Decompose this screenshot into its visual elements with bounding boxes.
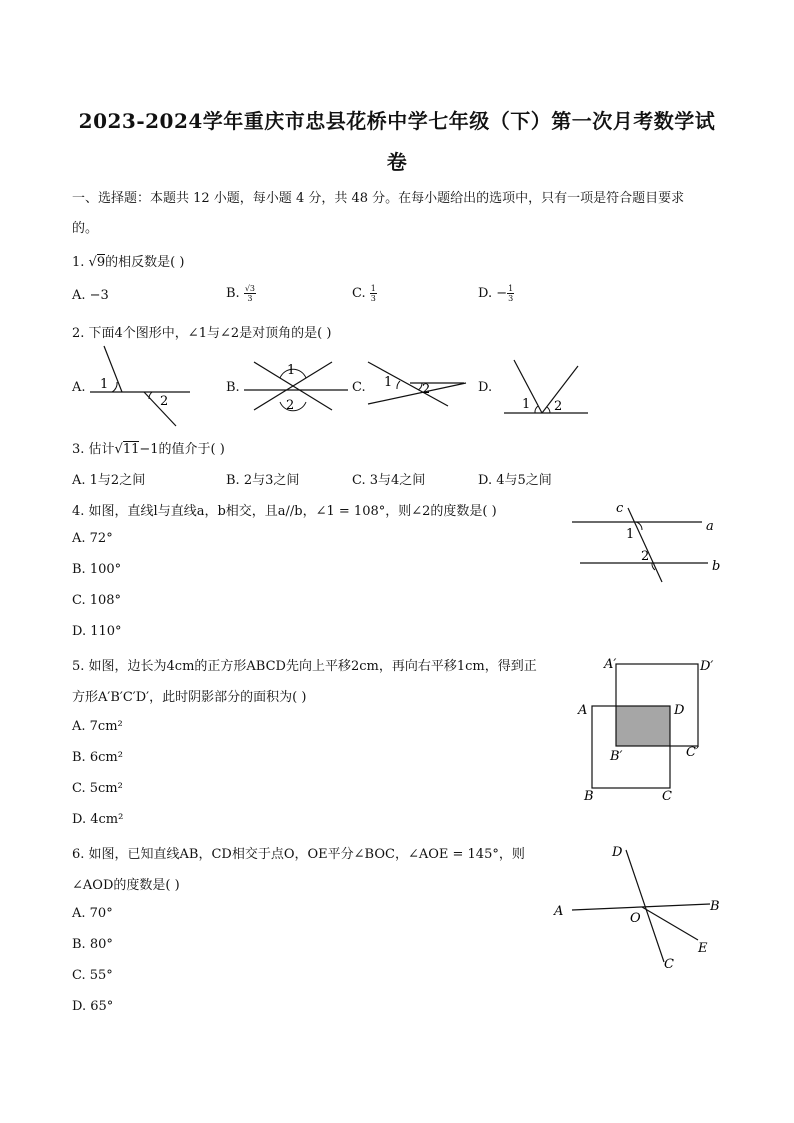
q4-figure [566,498,726,588]
q2a-label-2: 2 [160,394,169,409]
q5-option-a[interactable]: A. 7cm² [72,719,123,734]
q4-line-a-label: a [706,519,714,534]
q1-option-b[interactable] [226,284,256,303]
q4-option-c[interactable]: C. 108° [72,593,122,608]
q1-d-numerator: 1 [508,284,514,293]
q2b-label-1: 1 [287,363,296,378]
q2-option-c[interactable]: C. [352,380,366,395]
q6-label-E: E [698,941,708,956]
q2-figure-d [500,356,592,418]
q6-option-b[interactable]: B. 80° [72,937,113,952]
q1-option-d-label: D. − [478,286,508,301]
q5-label-C: C [662,789,672,804]
question-3-stem: 3. 估计√11−1的值介于( ) [72,442,225,457]
q5-label-D: D [674,703,685,718]
q3-suffix: −1的值介于( ) [139,442,225,457]
q5-shaded-region [616,706,670,746]
q1-radicand: 9 [96,255,106,270]
q4-option-a[interactable]: A. 72° [72,531,113,546]
q1-option-c-label: C. [352,286,370,301]
q3-option-b[interactable]: B. 2与3之间 [226,473,300,488]
q2c-label-2: 2 [422,382,431,397]
question-6-stem: 6. 如图，已知直线AB，CD相交于点O，OE平分∠BOC，∠AOE = 145°，则 [72,847,525,862]
q2-option-b[interactable]: B. [226,380,240,395]
q1-option-a[interactable]: A. −3 [72,288,109,303]
q1-d-denominator: 3 [508,294,514,303]
question-2-stem: 2. 下面4个图形中，∠1与∠2是对顶角的是( ) [72,326,332,341]
question-5-stem: 5. 如图，边长为4cm的正方形ABCD先向上平移2cm，再向右平移1cm，得到正 [72,659,537,674]
q1-b-numerator: √3 [244,284,256,293]
question-4-stem: 4. 如图，直线l与直线a，b相交，且a//b，∠1 = 108°，则∠2的度数是( ) [72,504,497,519]
q2-figure-b [242,356,352,416]
q4-option-d[interactable]: D. 110° [72,624,122,639]
q5-label-C-prime: C′ [686,745,699,760]
q3-radicand: 11 [122,442,140,457]
q4-option-b[interactable]: B. 100° [72,562,122,577]
question-1-stem: 1. √9的相反数是( ) [72,255,185,270]
q1-b-denominator: 3 [247,294,253,303]
page-title-cont: 卷 [386,150,408,174]
q6-option-a[interactable]: A. 70° [72,906,113,921]
q6-label-B: B [710,899,720,914]
q5-option-b[interactable]: B. 6cm² [72,750,123,765]
q1-option-c[interactable] [352,284,377,303]
question-5-stem-cont: 方形A′B′C′D′，此时阴影部分的面积为( ) [72,690,307,705]
q4-angle-1-label: 1 [626,527,635,542]
q2-option-d[interactable]: D. [478,380,493,395]
page-title: 2023-2024学年重庆市忠县花桥中学七年级（下）第一次月考数学试 [78,109,716,133]
q5-option-d[interactable]: D. 4cm² [72,812,124,827]
q4-line-c-label: c [616,501,624,516]
q5-label-D-prime: D′ [700,659,714,674]
q6-option-c[interactable]: C. 55° [72,968,113,983]
q2d-label-1: 1 [522,397,531,412]
q6-label-C: C [664,957,674,972]
question-6-stem-cont: ∠AOD的度数是( ) [72,878,180,893]
q5-label-B: B [584,789,594,804]
section-instructions-cont: 的。 [72,221,99,236]
q2b-label-2: 2 [286,398,295,413]
q2-option-a[interactable]: A. [72,380,86,395]
q3-option-a[interactable]: A. 1与2之间 [72,473,146,488]
q3-prefix: 3. 估计 [72,442,115,457]
q2d-label-2: 2 [554,399,563,414]
q2-figure-c [366,356,470,410]
q6-label-A: A [554,904,564,919]
q6-label-O: O [630,911,641,926]
q4-line-b-label: b [712,559,721,574]
section-instructions: 一、选择题：本题共 12 小题，每小题 4 分，共 48 分。在每小题给出的选项中，只有一项是符合题目要求 [72,191,685,206]
q5-figure [572,650,740,810]
q2c-label-1: 1 [384,375,393,390]
q6-figure [548,838,738,978]
q3-option-c[interactable]: C. 3与4之间 [352,473,426,488]
q4-angle-2-label: 2 [641,549,650,564]
q1-c-denominator: 3 [370,294,376,303]
q1-c-numerator: 1 [370,284,376,293]
q2a-label-1: 1 [100,377,109,392]
q2-figure-a [86,342,196,432]
q1-option-d[interactable] [478,284,514,303]
q1-number: 1. [72,255,89,270]
q5-label-B-prime: B′ [610,749,623,764]
q1-text: 的相反数是( ) [105,255,185,270]
q6-label-D: D [612,845,623,860]
q5-label-A-prime: A′ [604,657,617,672]
q5-option-c[interactable]: C. 5cm² [72,781,123,796]
q5-label-A: A [578,703,588,718]
q1-option-b-label: B. [226,286,244,301]
q6-option-d[interactable]: D. 65° [72,999,114,1014]
q3-option-d[interactable]: D. 4与5之间 [478,473,552,488]
